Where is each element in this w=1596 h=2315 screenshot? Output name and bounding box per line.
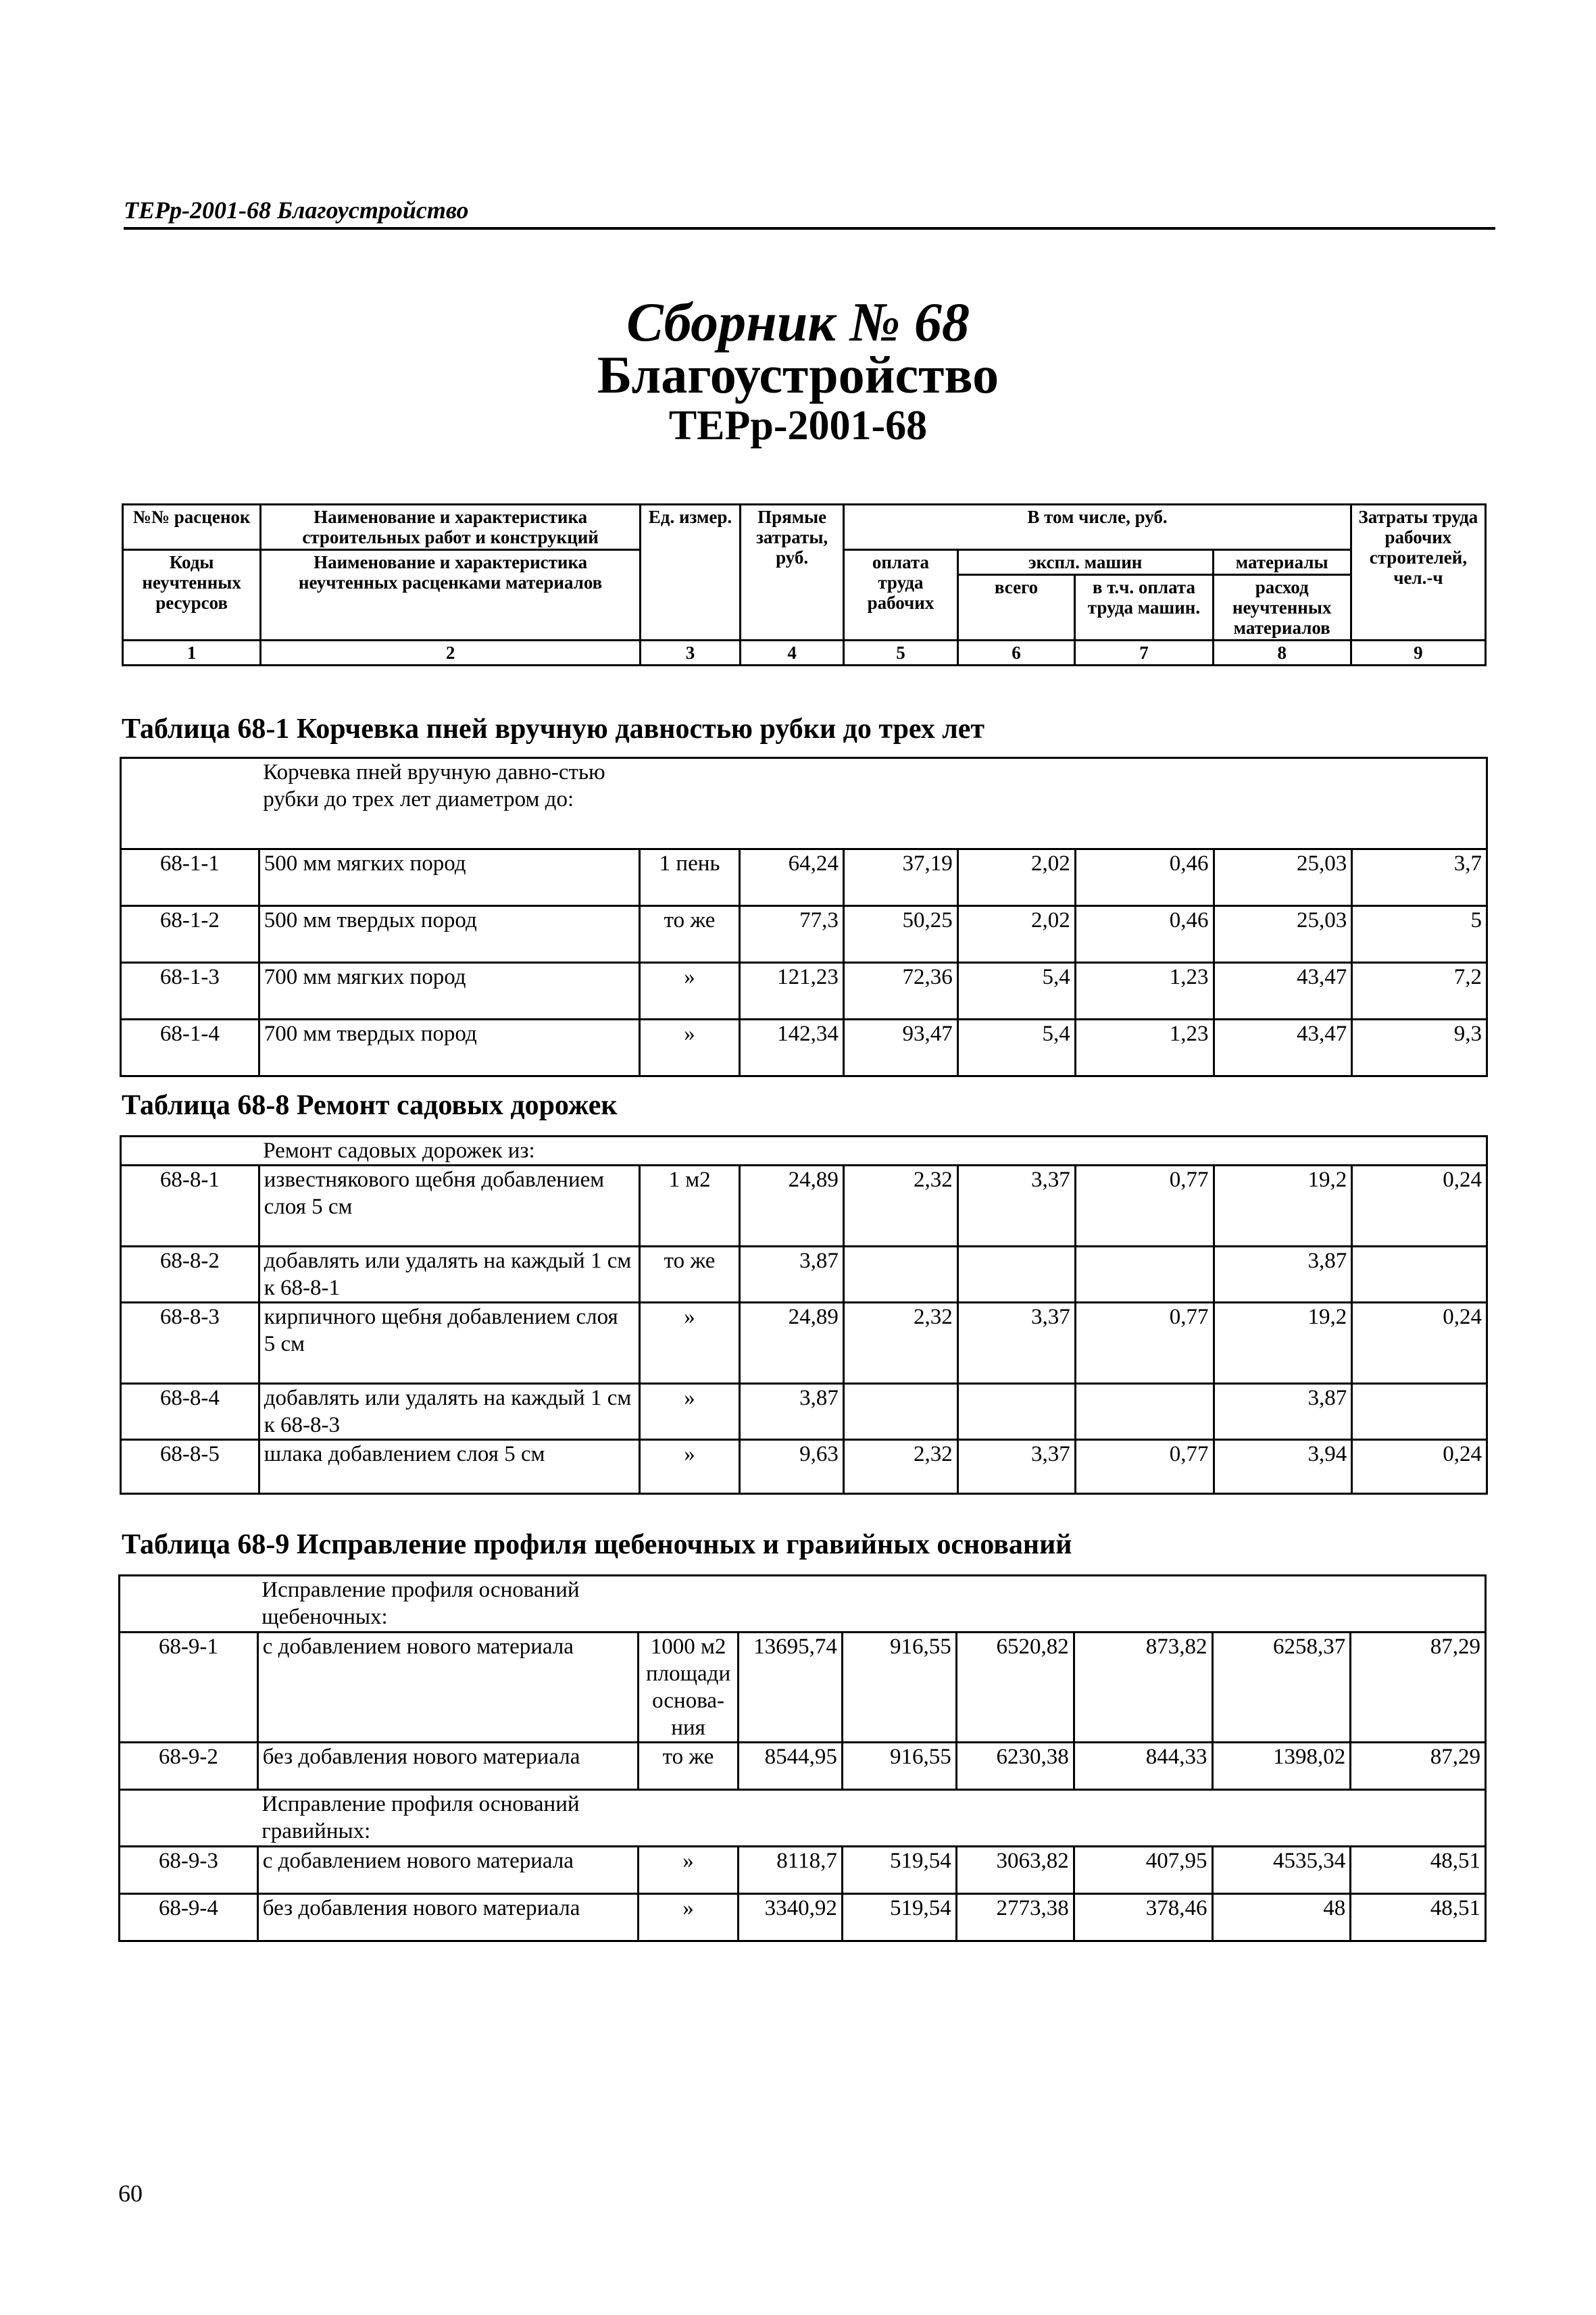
unit-cell: » [638,1847,738,1894]
materials-cost-cell: 19,2 [1214,1166,1352,1247]
direct-costs-cell: 24,89 [740,1303,844,1384]
table-row [121,963,1487,1020]
machine-total-cell: 6230,38 [956,1743,1074,1790]
materials-cost-cell: 25,03 [1214,906,1352,963]
table-68-1 [120,757,1488,1077]
header-machine-operator-pay: в т.ч. оплата труда машин. [1075,575,1213,641]
worker-pay-cell: 2,32 [843,1166,957,1247]
table-row [121,1020,1487,1076]
work-name-cell: шлака добавлением слоя 5 см [259,1440,639,1494]
direct-costs-cell: 77,3 [740,906,844,963]
worker-pay-cell: 916,55 [842,1633,956,1743]
rate-code-cell: 68-1-4 [121,1020,259,1076]
table-68-8 [120,1135,1488,1495]
machine-operator-pay-cell: 1,23 [1075,963,1214,1020]
table-row [121,1303,1487,1384]
machine-total-cell: 6520,82 [956,1633,1074,1743]
unit-cell: 1000 м2 площади основа-ния [638,1633,738,1743]
table-68-8-caption: Таблица 68-8 Ремонт садовых дорожек [122,1090,618,1121]
collection-title: Сборник № 68 [626,291,970,353]
machine-operator-pay-cell [1075,1384,1214,1440]
work-name-cell: известнякового щебня добавлением слоя 5 см [259,1166,639,1247]
work-name-cell: 500 мм твердых пород [259,906,639,963]
labor-hours-cell [1352,1247,1487,1303]
column-number: 2 [261,641,641,666]
materials-cost-cell: 3,87 [1214,1247,1352,1303]
group-heading: Исправление профиля оснований щебеночных: [257,1576,1485,1633]
unit-cell: » [639,1020,739,1076]
header-unit: Ед. измер. [640,505,740,641]
labor-hours-cell: 5 [1352,906,1487,963]
machine-total-cell: 3,37 [957,1303,1075,1384]
machine-total-cell: 5,4 [957,963,1075,1020]
labor-hours-cell: 48,51 [1351,1894,1486,1941]
unit-cell: » [639,963,739,1020]
collection-code: ТЕРр-2001-68 [668,403,928,449]
header-materials: материалы [1213,550,1351,575]
machine-operator-pay-cell: 873,82 [1074,1633,1212,1743]
table-row [121,1384,1487,1440]
column-number: 1 [123,641,261,666]
materials-cost-cell: 48 [1212,1894,1351,1941]
unit-cell: то же [638,1743,738,1790]
materials-cost-cell: 43,47 [1214,963,1352,1020]
work-name-cell: 700 мм твердых пород [259,1020,639,1076]
table-68-9-caption: Таблица 68-9 Исправление профиля щебеночных и гравийных оснований [122,1529,1072,1560]
worker-pay-cell: 519,54 [842,1847,956,1894]
unit-cell: » [639,1440,739,1494]
table-68-9 [118,1574,1487,1942]
rate-code-cell: 68-8-4 [121,1384,259,1440]
machine-operator-pay-cell: 407,95 [1074,1847,1212,1894]
worker-pay-cell: 519,54 [842,1894,956,1941]
machine-total-cell: 2,02 [957,906,1075,963]
machine-total-cell: 5,4 [957,1020,1075,1076]
direct-costs-cell: 8118,7 [739,1847,843,1894]
table-row [120,1633,1486,1743]
header-material-consumption: расход неучтенных материалов [1213,575,1351,641]
group-heading: Ремонт садовых дорожек из: [259,1137,1487,1166]
work-name-cell: 500 мм мягких пород [259,849,639,906]
labor-hours-cell: 87,29 [1351,1633,1486,1743]
direct-costs-cell: 24,89 [740,1166,844,1247]
materials-cost-cell: 3,87 [1214,1384,1352,1440]
header-labor-hours: Затраты труда рабочих строителей, чел.-ч [1351,505,1485,641]
direct-costs-cell: 142,34 [740,1020,844,1076]
materials-cost-cell: 4535,34 [1212,1847,1351,1894]
worker-pay-cell [843,1247,957,1303]
machine-operator-pay-cell [1075,1247,1214,1303]
page-number: 60 [118,2180,143,2207]
unit-cell: » [638,1894,738,1941]
direct-costs-cell: 64,24 [740,849,844,906]
work-name-cell: добавлять или удалять на каждый 1 см к 68-8-1 [259,1247,639,1303]
machine-operator-pay-cell: 0,77 [1075,1303,1214,1384]
machine-total-cell: 2773,38 [956,1894,1074,1941]
rate-code-cell: 68-1-3 [121,963,259,1020]
rate-code-cell: 68-9-4 [120,1894,258,1941]
header-machine-total: всего [957,575,1075,641]
table-row [120,1743,1486,1790]
rate-code-cell: 68-8-1 [121,1166,259,1247]
work-name-cell: без добавления нового материала [257,1894,638,1941]
direct-costs-cell: 3,87 [740,1247,844,1303]
column-number: 7 [1075,641,1213,666]
work-name-cell: с добавлением нового материала [257,1847,638,1894]
rate-code-cell: 68-9-3 [120,1847,258,1894]
machine-total-cell: 3063,82 [956,1847,1074,1894]
machine-total-cell: 3,37 [957,1440,1075,1494]
rate-code-cell: 68-8-3 [121,1303,259,1384]
work-name-cell: кирпичного щебня добавлением слоя 5 см [259,1303,639,1384]
table-row [120,1847,1486,1894]
worker-pay-cell: 72,36 [843,963,957,1020]
collection-subject: Благоустройство [597,345,999,404]
machine-operator-pay-cell: 0,46 [1075,906,1214,963]
running-header [124,196,1495,230]
header-worker-pay: оплата труда рабочих [844,550,958,641]
labor-hours-cell: 48,51 [1351,1847,1486,1894]
labor-hours-cell: 0,24 [1352,1166,1487,1247]
machine-operator-pay-cell: 0,46 [1075,849,1214,906]
direct-costs-cell: 13695,74 [739,1633,843,1743]
direct-costs-cell: 9,63 [740,1440,844,1494]
machine-operator-pay-cell: 1,23 [1075,1020,1214,1076]
worker-pay-cell [843,1384,957,1440]
direct-costs-cell: 3340,92 [739,1894,843,1941]
column-number: 5 [844,641,958,666]
labor-hours-cell: 7,2 [1352,963,1487,1020]
labor-hours-cell: 3,7 [1352,849,1487,906]
rate-code-cell: 68-1-2 [121,906,259,963]
work-name-cell: 700 мм мягких пород [259,963,639,1020]
machine-total-cell [957,1384,1075,1440]
materials-cost-cell: 1398,02 [1212,1743,1351,1790]
table-68-1-caption: Таблица 68-1 Корчевка пней вручную давностью рубки до трех лет [122,714,985,745]
machine-operator-pay-cell: 378,46 [1074,1894,1212,1941]
machine-operator-pay-cell: 844,33 [1074,1743,1212,1790]
worker-pay-cell: 50,25 [843,906,957,963]
unit-cell: 1 м2 [639,1166,739,1247]
labor-hours-cell: 9,3 [1352,1020,1487,1076]
work-name-cell: добавлять или удалять на каждый 1 см к 68-8-3 [259,1384,639,1440]
unit-cell: то же [639,906,739,963]
materials-cost-cell: 19,2 [1214,1303,1352,1384]
work-name-cell: с добавлением нового материала [257,1633,638,1743]
rate-code-cell: 68-8-2 [121,1247,259,1303]
labor-hours-cell: 0,24 [1352,1303,1487,1384]
table-row [121,1166,1487,1247]
direct-costs-cell: 121,23 [740,963,844,1020]
rate-code-cell: 68-1-1 [121,849,259,906]
worker-pay-cell: 916,55 [842,1743,956,1790]
table-row [121,1247,1487,1303]
table-row [121,1440,1487,1494]
materials-cost-cell: 3,94 [1214,1440,1352,1494]
materials-cost-cell: 6258,37 [1212,1633,1351,1743]
column-number: 6 [957,641,1075,666]
machine-total-cell [957,1247,1075,1303]
machine-total-cell: 2,02 [957,849,1075,906]
column-header-table [122,503,1487,666]
rate-code-cell: 68-9-2 [120,1743,258,1790]
column-number: 4 [741,641,844,666]
header-resource-codes: Коды неучтенных ресурсов [123,550,261,641]
header-rate-number: №№ расценок [123,505,261,550]
labor-hours-cell [1352,1384,1487,1440]
labor-hours-cell: 0,24 [1352,1440,1487,1494]
group-heading: Исправление профиля оснований гравийных: [257,1790,1485,1847]
machine-total-cell: 3,37 [957,1166,1075,1247]
header-work-name: Наименование и характеристика строительных работ и конструкций [261,505,641,550]
worker-pay-cell: 93,47 [843,1020,957,1076]
machine-operator-pay-cell: 0,77 [1075,1440,1214,1494]
rate-code-cell: 68-9-1 [120,1633,258,1743]
table-row [121,849,1487,906]
rate-code-cell: 68-8-5 [121,1440,259,1494]
labor-hours-cell: 87,29 [1351,1743,1486,1790]
unit-cell: » [639,1303,739,1384]
table-row [120,1894,1486,1941]
group-heading: Корчевка пней вручную давно-стью рубки до трех лет диаметром до: [259,758,1487,849]
materials-cost-cell: 43,47 [1214,1020,1352,1076]
direct-costs-cell: 8544,95 [739,1743,843,1790]
column-number: 3 [640,641,740,666]
header-material-name: Наименование и характеристика неучтенных расценками материалов [261,550,641,641]
header-machine-operation: экспл. машин [957,550,1213,575]
direct-costs-cell: 3,87 [740,1384,844,1440]
running-header-text: ТЕРр-2001-68 Благоустройство [124,197,469,224]
worker-pay-cell: 37,19 [843,849,957,906]
table-row [121,906,1487,963]
machine-operator-pay-cell: 0,77 [1075,1166,1214,1247]
column-number: 9 [1351,641,1485,666]
materials-cost-cell: 25,03 [1214,849,1352,906]
unit-cell: то же [639,1247,739,1303]
worker-pay-cell: 2,32 [843,1440,957,1494]
unit-cell: » [639,1384,739,1440]
header-including: В том числе, руб. [844,505,1351,550]
header-direct-costs: Прямые затраты, руб. [741,505,844,641]
column-number: 8 [1213,641,1351,666]
unit-cell: 1 пень [639,849,739,906]
worker-pay-cell: 2,32 [843,1303,957,1384]
work-name-cell: без добавления нового материала [257,1743,638,1790]
